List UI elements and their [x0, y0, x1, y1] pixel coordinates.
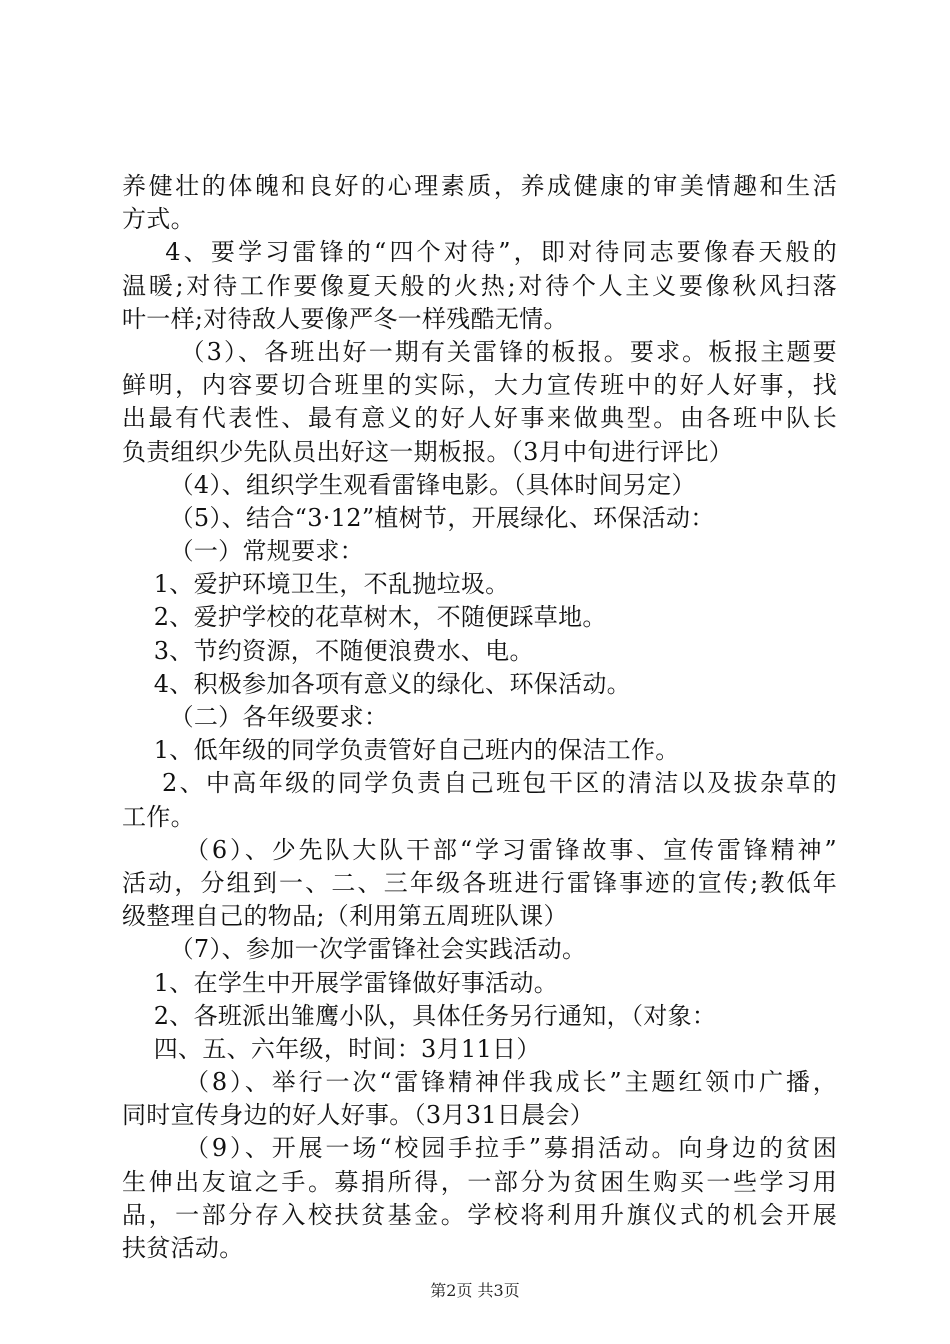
text-line: 工作。	[122, 802, 195, 831]
text-line: 1、爱护环境卫生，不乱抛垃圾。	[122, 570, 510, 599]
text-line: 2、爱护学校的花草树木，不随便踩草地。	[122, 603, 607, 632]
text-line: 生伸出友谊之手。募捐所得，一部分为贫困生购买一些学习用	[122, 1167, 837, 1196]
text-line: 4、要学习雷锋的“四个对待”，即对待同志要像春天般的	[122, 238, 837, 267]
document-body	[122, 170, 837, 1265]
text-line: 叶一样;对待敌人要像严冬一样残酷无情。	[122, 304, 568, 333]
text-line: 2、各班派出雏鹰小队，具体任务另行通知，（对象：	[122, 1001, 717, 1030]
text-line: 4、积极参加各项有意义的绿化、环保活动。	[122, 669, 631, 698]
text-line: （9）、开展一场“校园手拉手”募捐活动。向身边的贫困	[122, 1134, 837, 1163]
text-line: 扶贫活动。	[122, 1234, 244, 1262]
text-line: 负责组织少先队员出好这一期板报。（3月中旬进行评比）	[122, 437, 734, 466]
text-line: 1、在学生中开展学雷锋做好事活动。	[122, 968, 559, 997]
text-line: （7）、参加一次学雷锋社会实践活动。	[122, 935, 587, 964]
page-number-footer: 第2页 共3页	[430, 1281, 520, 1300]
text-line: 温暖;对待工作要像夏天般的火热;对待个人主义要像秋风扫落	[122, 271, 837, 300]
text-line: 2、中高年级的同学负责自己班包干区的清洁以及拔杂草的	[122, 769, 837, 798]
text-line: 四、五、六年级，时间：3月11日）	[122, 1034, 541, 1063]
text-line: （二）各年级要求：	[122, 703, 389, 731]
text-line: 3、节约资源，不随便浪费水、电。	[122, 636, 534, 665]
text-line: （3）、各班出好一期有关雷锋的板报。要求。板报主题要	[122, 337, 837, 366]
text-line: （5）、结合“3·12”植树节，开展绿化、环保活动：	[122, 503, 715, 532]
text-line: （8）、举行一次“雷锋精神伴我成长”主题红领巾广播，	[122, 1068, 837, 1097]
text-line: 同时宣传身边的好人好事。（3月31日晨会）	[122, 1101, 595, 1130]
text-line: （6）、少先队大队干部“学习雷锋故事、宣传雷锋精神”	[122, 835, 837, 864]
text-line: 出最有代表性、最有意义的好人好事来做典型。由各班中队长	[122, 404, 837, 433]
text-line: 方式。	[122, 205, 195, 234]
text-line: 品，一部分存入校扶贫基金。学校将利用升旗仪式的机会开展	[122, 1200, 837, 1229]
text-line: （4）、组织学生观看雷锋电影。（具体时间另定）	[122, 470, 696, 499]
text-line: （一）常规要求：	[122, 537, 364, 566]
text-line: 养健壮的体魄和良好的心理素质，养成健康的审美情趣和生活	[122, 172, 837, 200]
text-line: 活动，分组到一、二、三年级各班进行雷锋事迹的宣传;教低年	[122, 868, 837, 897]
text-line: 鲜明，内容要切合班里的实际，大力宣传班中的好人好事，找	[122, 371, 837, 400]
text-line: 级整理自己的物品;（利用第五周班队课）	[122, 902, 568, 931]
text-line: 1、低年级的同学负责管好自己班内的保洁工作。	[122, 736, 680, 765]
